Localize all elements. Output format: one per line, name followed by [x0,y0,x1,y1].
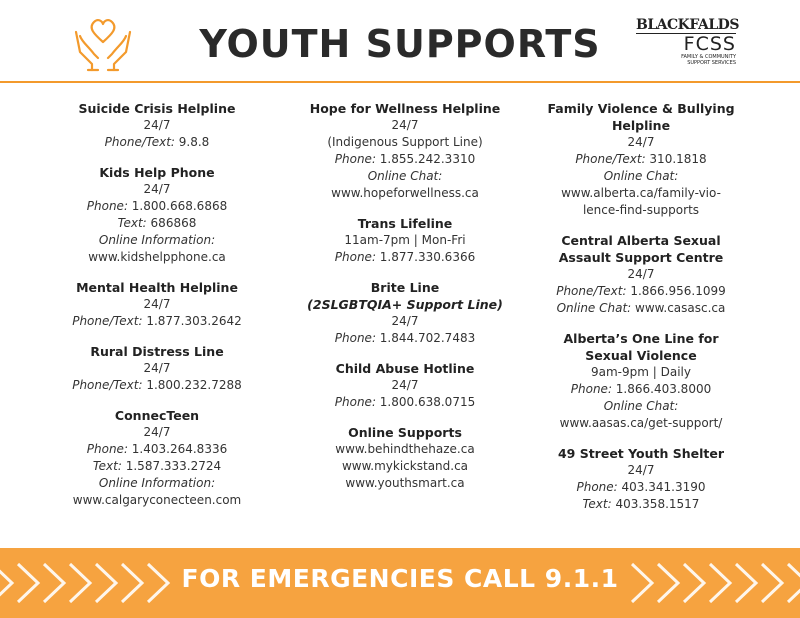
detail-value: 24/7 [627,135,655,149]
detail-value: 1.587.333.2724 [121,459,222,473]
detail-label: Text: [117,216,147,230]
support-name: Suicide Crisis Helpline [78,101,236,116]
column-left [32,100,282,522]
support-detail [280,151,530,168]
support-detail [516,266,766,283]
detail-label: Phone/Text: [104,135,175,149]
detail-value: 24/7 [391,378,419,392]
detail-label: Phone/Text: [575,152,646,166]
support-detail [32,313,282,330]
support-entry [32,407,282,509]
support-detail [280,168,530,185]
detail-value: 1.844.702.7483 [375,331,476,345]
detail-label: Online Information: [98,476,216,490]
detail-link[interactable]: www.casasc.ca [631,301,726,315]
detail-label: Online Information: [98,233,216,247]
detail-value: 24/7 [627,463,655,477]
detail-value: 1.866.403.8000 [611,382,712,396]
support-detail [32,215,282,232]
detail-link[interactable]: www.calgaryconecteen.com [72,493,242,507]
brand-logo [636,17,739,66]
support-name: Trans Lifeline [357,216,453,231]
support-detail [280,185,530,202]
detail-value: 24/7 [143,297,171,311]
support-detail [32,424,282,441]
support-detail [516,300,766,317]
detail-value: 24/7 [391,118,419,132]
support-entry [280,424,530,492]
support-detail [516,134,766,151]
support-entry [32,279,282,330]
support-detail [516,283,766,300]
detail-value: 24/7 [627,267,655,281]
detail-value: 1.403.264.8336 [127,442,228,456]
detail-label: Phone: [334,395,376,409]
support-name: Mental Health Helpline [76,280,238,295]
support-detail [32,458,282,475]
detail-link[interactable]: www.hopeforwellness.ca [331,186,479,200]
detail-value: 310.1818 [645,152,707,166]
support-detail [32,249,282,266]
page-title: YOUTH SUPPORTS [199,22,601,66]
detail-label: Online Chat: [367,169,443,183]
support-detail [32,232,282,249]
support-name: Kids Help Phone [99,165,215,180]
detail-value: 24/7 [143,425,171,439]
detail-value: 24/7 [391,314,419,328]
support-subtitle: (2SLGBTQIA+ Support Line) [307,297,503,312]
support-detail [32,475,282,492]
support-detail [280,458,530,475]
hands-heart-icon [72,12,134,74]
detail-label: Online Chat: [556,301,632,315]
support-detail [32,198,282,215]
detail-value: 1.800.668.6868 [127,199,228,213]
support-entry [516,232,766,317]
detail-value: 1.866.956.1099 [626,284,726,298]
brand-sub-line-2: SUPPORT SERVICES [687,60,736,66]
support-name: Online Supports [348,425,462,440]
detail-value: lence-find-supports [582,203,700,217]
detail-label: Online Chat: [603,399,679,413]
support-name-line-2: Sexual Violence [585,348,697,363]
support-entry [280,279,530,347]
support-detail [32,377,282,394]
detail-value: 9am-9pm | Daily [591,365,691,379]
detail-value: 1.855.242.3310 [375,152,476,166]
support-detail [32,441,282,458]
detail-label: Phone: [334,152,376,166]
column-middle [280,100,530,505]
support-name: ConnecTeen [114,408,200,423]
support-detail [280,117,530,134]
support-name: Alberta’s One Line for [563,331,719,346]
support-detail [516,496,766,513]
detail-label: Phone: [576,480,618,494]
support-entry [280,100,530,202]
detail-link[interactable]: www.behindthehaze.ca [335,442,475,456]
support-detail [280,232,530,249]
support-entry [280,215,530,266]
detail-label: Phone/Text: [556,284,627,298]
detail-label: Text: [582,497,612,511]
detail-value: 1.877.303.2642 [142,314,242,328]
detail-value: 9.8.8 [174,135,210,149]
detail-value: 1.800.638.0715 [375,395,476,409]
support-entry [516,445,766,513]
brand-sub-line-1: FAMILY & COMMUNITY [681,54,736,60]
detail-link[interactable]: www.kidshelpphone.ca [88,250,226,264]
support-entry [32,164,282,266]
detail-value: 24/7 [143,182,171,196]
support-detail [280,394,530,411]
detail-label: Phone: [86,199,128,213]
support-detail [516,462,766,479]
support-detail [516,479,766,496]
support-detail [280,441,530,458]
support-detail [516,202,766,219]
emergency-banner [0,548,800,618]
support-detail [32,296,282,313]
detail-label: Phone: [334,250,376,264]
support-detail [516,381,766,398]
support-detail [32,181,282,198]
support-name: Family Violence & Bullying [547,101,735,116]
detail-label: Phone: [86,442,128,456]
support-entry [32,100,282,151]
support-detail [32,117,282,134]
detail-link[interactable]: www.youthsmart.ca [345,476,465,490]
brand-name-mid: FCSS [683,33,736,55]
support-name: Central Alberta Sexual [561,233,721,248]
detail-label: Phone: [334,331,376,345]
support-detail [32,492,282,509]
support-entry [280,360,530,411]
support-detail [516,364,766,381]
support-entry [516,330,766,432]
detail-value: 1.800.232.7288 [142,378,242,392]
support-name: Child Abuse Hotline [335,361,475,376]
detail-value: 686868 [146,216,197,230]
header-divider [0,81,800,83]
support-detail [516,185,766,202]
detail-link[interactable]: www.alberta.ca/family-vio- [561,186,721,200]
support-name-line-2: Assault Support Centre [558,250,724,265]
detail-label: Online Chat: [603,169,679,183]
emergency-text: FOR EMERGENCIES CALL 9.1.1 [181,564,619,593]
detail-label: Phone/Text: [72,378,143,392]
detail-label: Text: [92,459,122,473]
detail-value: 11am-7pm | Mon-Fri [344,233,466,247]
detail-value: 24/7 [143,361,171,375]
detail-link[interactable]: www.mykickstand.ca [341,459,469,473]
detail-value: (Indigenous Support Line) [327,135,483,149]
detail-value: 403.341.3190 [617,480,706,494]
support-detail [280,475,530,492]
support-detail [280,313,530,330]
support-detail [280,134,530,151]
support-detail [280,377,530,394]
support-detail [280,249,530,266]
support-entry [516,100,766,219]
support-detail [516,398,766,415]
header [0,0,800,80]
support-detail [516,151,766,168]
support-name: Rural Distress Line [90,344,224,359]
detail-value: 1.877.330.6366 [375,250,476,264]
detail-value: 24/7 [143,118,171,132]
support-detail [516,415,766,432]
support-detail [280,330,530,347]
support-detail [516,168,766,185]
support-detail [32,360,282,377]
support-name: Brite Line [370,280,440,295]
column-right [516,100,766,526]
detail-label: Phone/Text: [72,314,143,328]
support-name: 49 Street Youth Shelter [557,446,725,461]
support-entry [32,343,282,394]
detail-label: Phone: [570,382,612,396]
support-name-line-2: Helpline [611,118,671,133]
support-name: Hope for Wellness Helpline [309,101,501,116]
brand-name-top: BLACKFALDS [636,17,739,33]
support-detail [32,134,282,151]
detail-value: 403.358.1517 [611,497,700,511]
detail-link[interactable]: www.aasas.ca/get-support/ [559,416,723,430]
